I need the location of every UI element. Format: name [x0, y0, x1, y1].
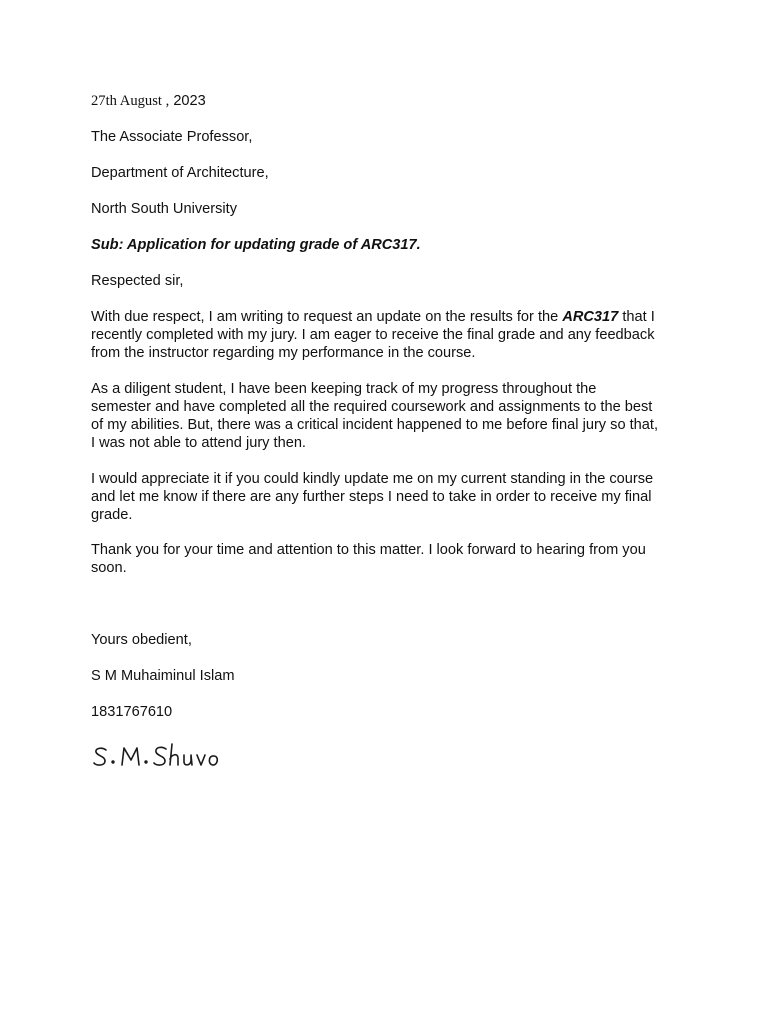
recipient-title: The Associate Professor, — [91, 129, 253, 145]
body-paragraph-1 — [91, 308, 691, 362]
paragraph-line: recently completed with my jury. I am eager to receive the final grade and any feedback — [91, 327, 655, 343]
closing: Yours obedient, — [91, 632, 192, 648]
paragraph-line: semester and have completed all the required coursework and assignments to the best — [91, 399, 653, 415]
paragraph-line: As a diligent student, I have been keeping track of my progress throughout the — [91, 381, 597, 397]
handwritten-signature — [90, 738, 250, 774]
paragraph-line: grade. — [91, 507, 133, 523]
paragraph-line: I was not able to attend jury then. — [91, 435, 306, 451]
paragraph-line: With due respect, I am writing to request an update on the results for the ARC317 that I — [91, 309, 655, 325]
paragraph-line: and let me know if there are any further steps I need to take in order to receive my final — [91, 489, 652, 505]
recipient-university: North South University — [91, 201, 237, 217]
body-paragraph-4 — [91, 541, 691, 577]
paragraph-line: from the instructor regarding my performance in the course. — [91, 345, 476, 361]
paragraph-line: Thank you for your time and attention to this matter. I look forward to hearing from you — [91, 542, 646, 558]
paragraph-line: of my abilities. But, there was a critical incident happened to me before final jury so that, — [91, 417, 659, 433]
salutation: Respected sir, — [91, 273, 184, 289]
sender-name: S M Muhaiminul Islam — [91, 668, 235, 684]
course-code: ARC317 — [562, 309, 619, 325]
paragraph-line: I would appreciate it if you could kindly update me on my current standing in the course — [91, 471, 654, 487]
body-paragraph-3 — [91, 470, 691, 524]
date-year: 2023 — [173, 93, 206, 109]
subject-line: Sub: Application for updating grade of ARC317. — [91, 237, 421, 253]
body-paragraph-2 — [91, 380, 691, 452]
sender-id: 1831767610 — [91, 704, 173, 720]
letter-date — [91, 92, 206, 110]
recipient-department: Department of Architecture, — [91, 165, 269, 181]
paragraph-line: soon. — [91, 560, 127, 576]
date-day: 27th August , — [91, 93, 170, 109]
